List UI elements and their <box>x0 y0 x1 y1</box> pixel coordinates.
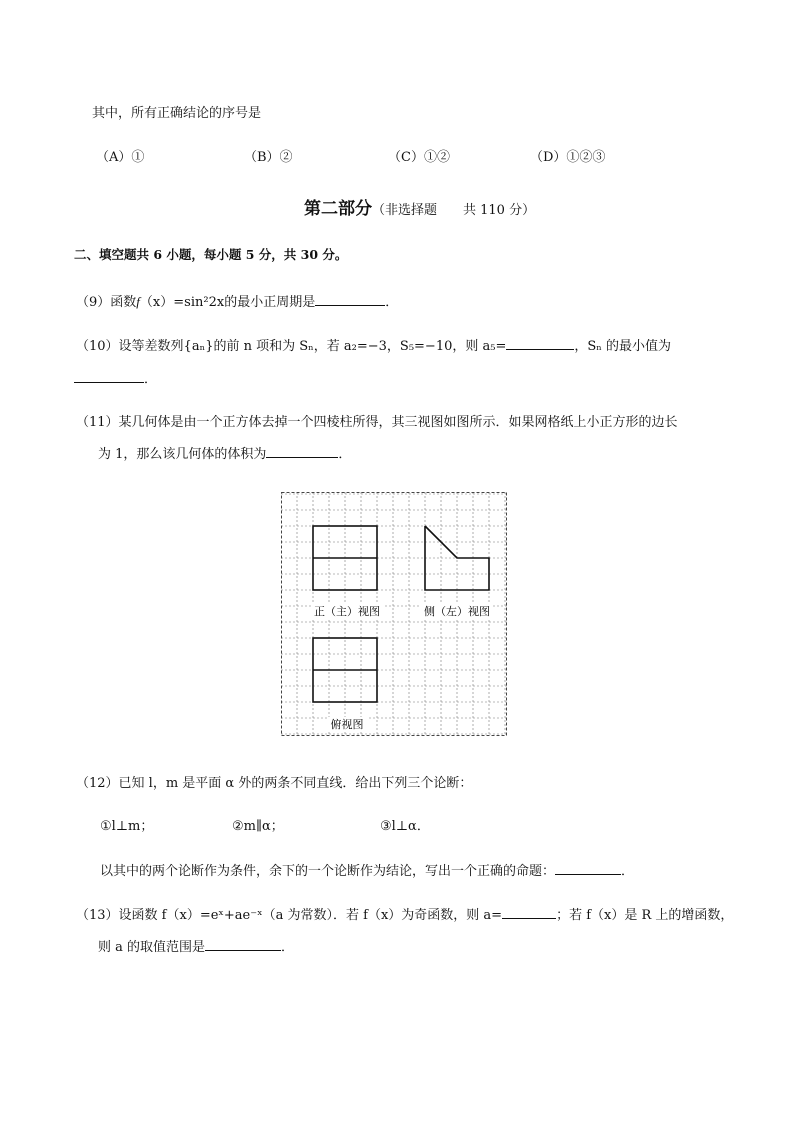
q13-number: （13） <box>76 908 119 923</box>
q9-f: f <box>136 294 140 309</box>
q12-claim-2: ②m∥α； <box>232 819 284 834</box>
intro-text: 其中，所有正确结论的序号是 <box>92 106 262 121</box>
q12-line3: 以其中的两个论断作为条件，余下的一个论断作为结论，写出一个正确的命题： <box>100 864 556 879</box>
q10-line1: 设等差数列{aₙ}的前 n 项和为 Sₙ，若 a₂=−3，S₅=−10，则 a₅= <box>118 339 507 354</box>
q10-end: ． <box>144 372 158 387</box>
question-13 <box>76 904 733 923</box>
q10-answer-blank-2[interactable] <box>74 369 144 383</box>
part2-heading <box>304 194 535 219</box>
three-view-figure <box>281 492 507 736</box>
q13-answer-blank-1[interactable] <box>502 905 556 919</box>
question-11-line2 <box>98 443 351 462</box>
q9-end: ． <box>385 295 399 310</box>
q13-line1: 设函数 f（x）=eˣ+ae⁻ˣ（a 为常数）．若 f（x）为奇函数，则 a= <box>118 908 503 923</box>
q11-line1: 某几何体是由一个正方体去掉一个四棱柱所得，其三视图如图所示．如果网格纸上小正方形的边长 <box>118 415 678 430</box>
q12-claim-1: ①l⊥m； <box>100 819 154 834</box>
question-12 <box>76 772 472 791</box>
front-view-label: 正（主）视图 <box>314 605 380 618</box>
option-b: （B）② <box>244 150 293 165</box>
q10-answer-blank-1[interactable] <box>506 336 574 350</box>
q13-line2: 则 a 的取值范围是 <box>98 940 206 955</box>
side-view-label: 侧（左）视图 <box>424 605 490 618</box>
question-10 <box>76 335 671 354</box>
q9-eq: =sin²2x <box>173 295 225 310</box>
q9-paren: （x） <box>139 295 174 310</box>
q12-line1: 已知 l，m 是平面 α 外的两条不同直线．给出下列三个论断： <box>118 776 473 791</box>
q11-answer-blank[interactable] <box>266 444 338 458</box>
option-a: （A）① <box>96 150 145 165</box>
q10-mid: ，Sₙ 的最小值为 <box>574 339 672 354</box>
option-c: （C）①② <box>388 150 450 165</box>
q12-answer-blank[interactable] <box>555 861 621 875</box>
option-d: （D）①②③ <box>530 150 606 165</box>
q11-number: （11） <box>76 415 119 430</box>
q9-answer-blank[interactable] <box>315 292 385 306</box>
q11-line2: 为 1，那么该几何体的体积为 <box>98 447 267 462</box>
section2-header: 二、填空题共 6 小题，每小题 5 分，共 30 分。 <box>74 247 348 262</box>
part2-subtitle: （非选择题 共 110 分） <box>372 203 536 218</box>
q13-mid: ；若 f（x）是 R 上的增函数， <box>556 908 734 923</box>
q10-number: （10） <box>76 339 119 354</box>
q12-end: ． <box>621 864 635 879</box>
q9-tail: 的最小正周期是 <box>224 295 316 310</box>
question-12-line3 <box>100 860 634 879</box>
q13-end: ． <box>281 940 295 955</box>
top-view-label: 俯视图 <box>330 718 364 731</box>
question-10-line2 <box>74 368 157 387</box>
q12-claim-3: ③l⊥α． <box>380 819 430 834</box>
q12-number: （12） <box>76 776 119 791</box>
q9-pre: 函数 <box>110 295 137 310</box>
q11-end: ． <box>338 447 352 462</box>
q13-answer-blank-2[interactable] <box>205 937 281 951</box>
question-13-line2 <box>98 936 294 955</box>
q9-number: （9） <box>76 295 111 310</box>
question-9 <box>76 291 398 310</box>
question-11 <box>76 411 678 430</box>
part2-title: 第二部分 <box>304 199 372 219</box>
